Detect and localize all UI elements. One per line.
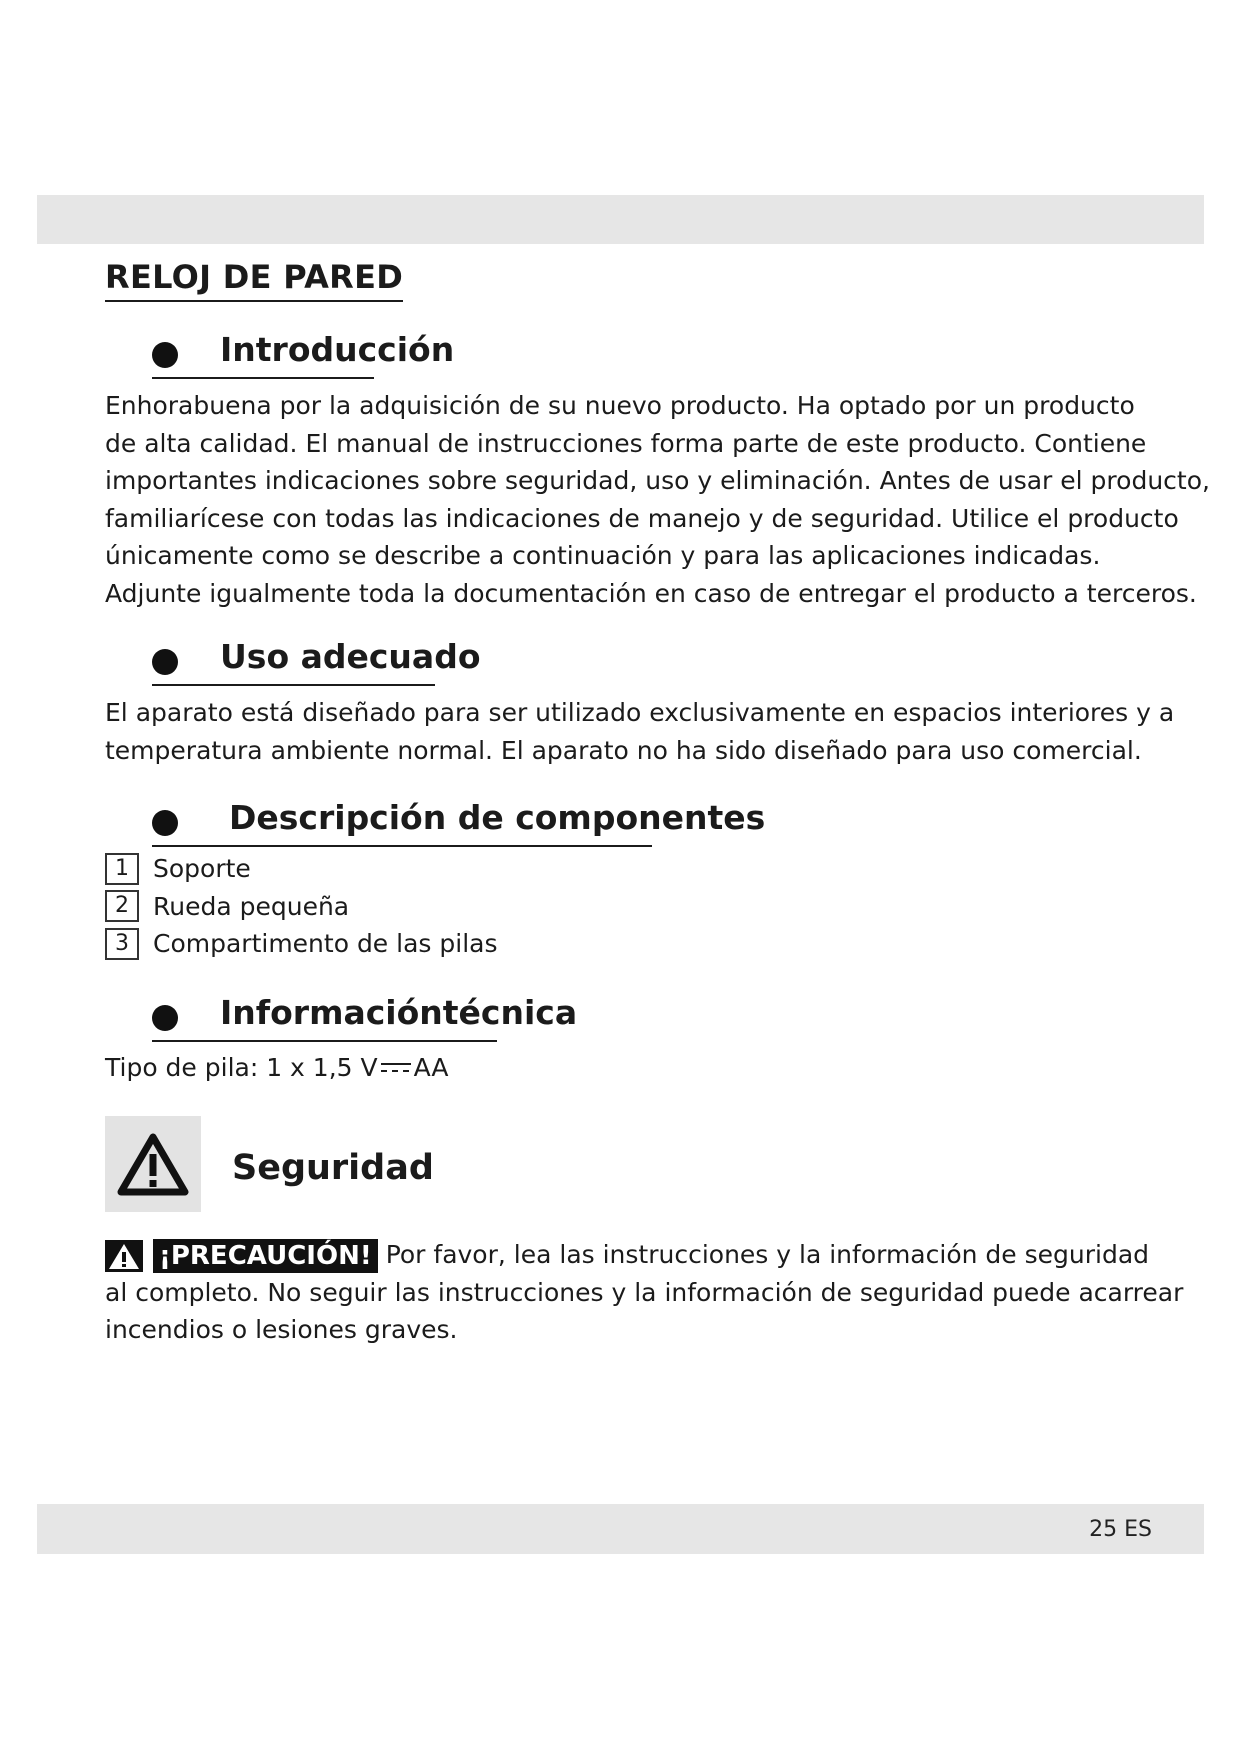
heading-underline <box>152 684 435 686</box>
footer-band <box>37 1504 1204 1554</box>
intro-line: Enhorabuena por la adquisición de su nuevo producto. Ha optado por un producto <box>105 391 1135 420</box>
component-item <box>105 925 497 963</box>
header-band <box>37 195 1204 244</box>
safety-line-first <box>105 1236 1165 1274</box>
use-paragraph <box>105 694 1175 769</box>
safety-line: al completo. No seguir las instrucciones y la información de seguridad puede acarrear <box>105 1277 1184 1307</box>
component-item <box>105 888 497 926</box>
intro-line: Adjunte igualmente toda la documentación en caso de entregar el producto a terceros. <box>105 578 1197 608</box>
safety-line: incendios o lesiones graves. <box>105 1315 458 1344</box>
caution-triangle-icon <box>105 1240 143 1272</box>
tech-heading: Informacióntécnica <box>220 993 578 1032</box>
battery-type: AA <box>413 1053 449 1082</box>
heading-underline <box>152 1040 497 1042</box>
use-line: El aparato está diseñado para ser utilizado exclusivamente en espacios interiores y a <box>105 698 1175 727</box>
intro-line: únicamente como se describe a continuación y para las aplicaciones indicadas. <box>105 541 1101 570</box>
components-list <box>105 850 497 963</box>
component-number: 2 <box>105 890 139 922</box>
caution-badge: ¡PRECAUCIÓN! <box>153 1239 378 1273</box>
use-heading: Uso adecuado <box>220 637 481 676</box>
warning-box <box>105 1116 201 1212</box>
heading-underline <box>152 845 652 847</box>
intro-paragraph <box>105 387 1210 612</box>
intro-heading: Introducción <box>220 330 455 369</box>
intro-line: de alta calidad. El manual de instrucciones forma parte de este producto. Contiene <box>105 428 1147 458</box>
page-number: 25 ES <box>1089 1517 1152 1542</box>
component-label: Soporte <box>153 854 251 884</box>
heading-underline <box>152 377 374 379</box>
document-title: RELOJ DE PARED <box>105 258 403 302</box>
components-heading: Descripción de componentes <box>229 798 766 837</box>
intro-line: familiarícese con todas las indicaciones de manejo y de seguridad. Utilice el producto <box>105 503 1179 533</box>
bullet-icon <box>152 342 178 368</box>
component-label: Compartimento de las pilas <box>153 929 498 959</box>
bullet-icon <box>152 649 178 675</box>
safety-line: Por favor, lea las instrucciones y la información de seguridad <box>385 1240 1150 1269</box>
component-item <box>105 850 497 888</box>
component-label: Rueda pequeña <box>153 891 350 921</box>
bullet-icon <box>152 1005 178 1031</box>
bullet-icon <box>152 810 178 836</box>
tech-paragraph <box>105 1049 1155 1087</box>
warning-triangle-icon <box>117 1132 189 1196</box>
component-number: 3 <box>105 928 139 960</box>
use-line: temperatura ambiente normal. El aparato no ha sido diseñado para uso comercial. <box>105 735 1142 765</box>
intro-line: importantes indicaciones sobre seguridad, uso y eliminación. Antes de usar el producto, <box>105 466 1210 495</box>
component-number: 1 <box>105 853 139 885</box>
safety-paragraph <box>105 1236 1184 1349</box>
safety-heading: Seguridad <box>232 1148 434 1188</box>
battery-label: Tipo de pila: 1 x 1,5 V <box>105 1053 378 1082</box>
dc-current-icon <box>379 1056 413 1078</box>
